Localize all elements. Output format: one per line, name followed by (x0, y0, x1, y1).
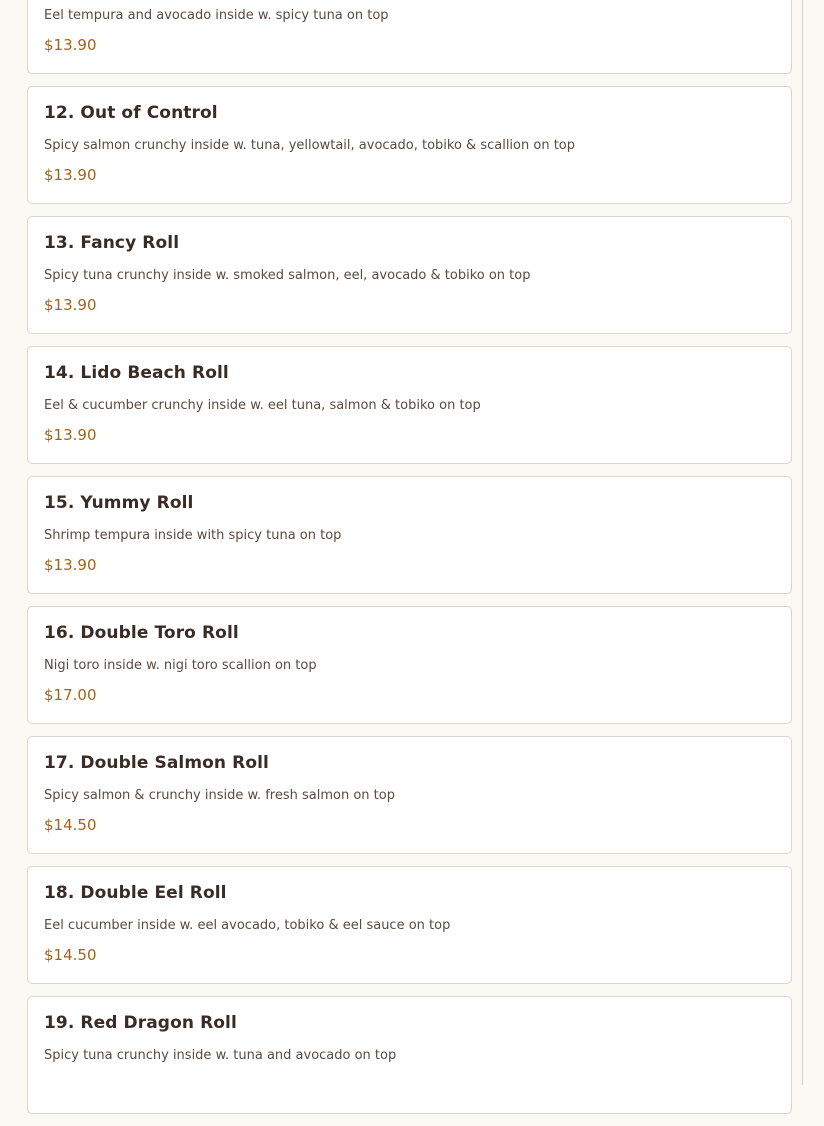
menu-item-price: $13.90 (44, 36, 97, 54)
menu-item-card[interactable] (27, 86, 792, 204)
menu-item-title: 17. Double Salmon Roll (44, 753, 269, 773)
menu-item-price: $13.90 (44, 166, 97, 184)
menu-item-card[interactable] (27, 866, 792, 984)
menu-item-description: Spicy salmon crunchy inside w. tuna, yellowtail, avocado, tobiko & scallion on top (44, 138, 576, 153)
menu-item-description: Shrimp tempura inside with spicy tuna on top (44, 528, 342, 543)
menu-item-price: $14.50 (44, 816, 97, 834)
menu-item-card[interactable] (27, 606, 792, 724)
menu-item-list (27, 0, 792, 1126)
menu-item-price: $13.90 (44, 556, 97, 574)
menu-item-title: 14. Lido Beach Roll (44, 363, 229, 383)
menu-item-description: Eel cucumber inside w. eel avocado, tobiko & eel sauce on top (44, 918, 451, 933)
menu-item-title: 19. Red Dragon Roll (44, 1013, 237, 1033)
menu-item-price: $13.90 (44, 296, 97, 314)
menu-item-description: Spicy salmon & crunchy inside w. fresh salmon on top (44, 788, 395, 803)
menu-item-price: $17.00 (44, 686, 97, 704)
menu-item-price: $13.90 (44, 426, 97, 444)
menu-item-title: 18. Double Eel Roll (44, 883, 227, 903)
menu-item-card[interactable] (27, 996, 792, 1114)
menu-item-card[interactable] (27, 216, 792, 334)
menu-item-title: 16. Double Toro Roll (44, 623, 239, 643)
menu-item-description: Nigi toro inside w. nigi toro scallion on top (44, 658, 317, 673)
menu-item-card[interactable] (27, 476, 792, 594)
menu-item-card[interactable] (27, 0, 792, 74)
menu-item-card[interactable] (27, 346, 792, 464)
menu-item-title: 13. Fancy Roll (44, 233, 180, 253)
menu-item-description: Eel & cucumber crunchy inside w. eel tuna, salmon & tobiko on top (44, 398, 481, 413)
menu-item-description: Eel tempura and avocado inside w. spicy tuna on top (44, 8, 389, 23)
menu-item-title: 12. Out of Control (44, 103, 218, 123)
menu-item-title: 15. Yummy Roll (44, 493, 194, 513)
menu-item-description: Spicy tuna crunchy inside w. tuna and avocado on top (44, 1048, 397, 1063)
menu-item-card[interactable] (27, 736, 792, 854)
menu-item-description: Spicy tuna crunchy inside w. smoked salmon, eel, avocado & tobiko on top (44, 268, 531, 283)
menu-item-price: $14.50 (44, 946, 97, 964)
